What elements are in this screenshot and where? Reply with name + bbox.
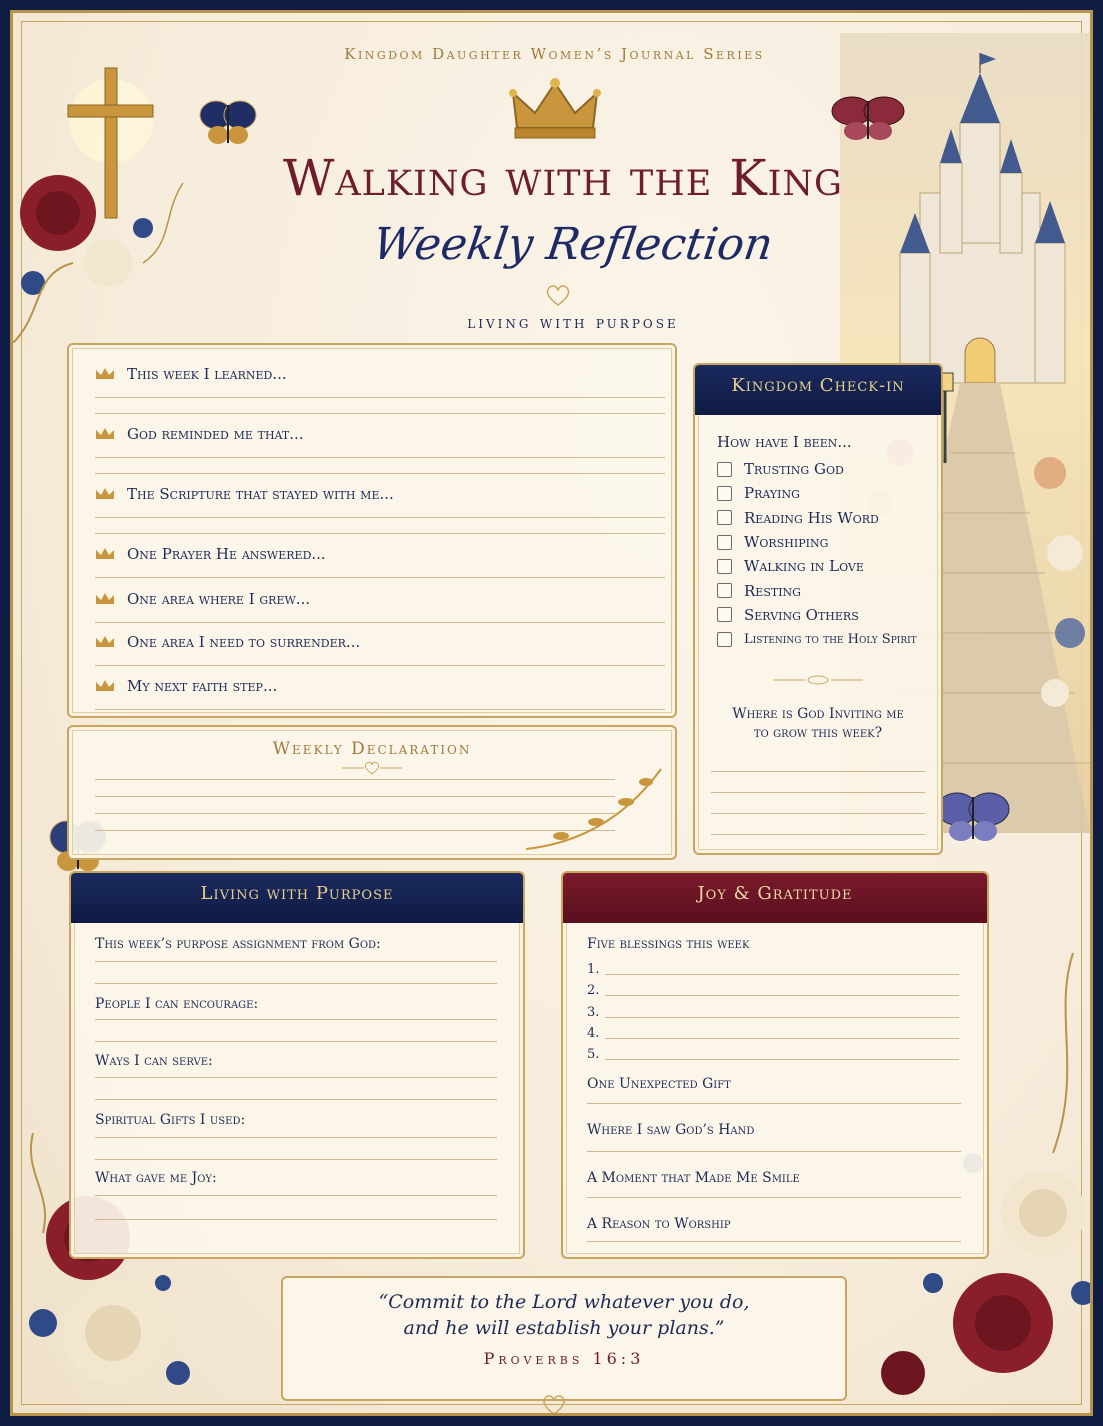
writing-line xyxy=(95,1137,497,1138)
checkin-title: Kingdom Check-in xyxy=(731,375,905,396)
writing-line xyxy=(95,1077,497,1078)
purpose-panel xyxy=(69,871,525,1259)
quote-text: “Commit to the Lord whatever you do, and he will establish your plans.” xyxy=(378,1291,750,1339)
prompt-label: One Prayer He answered... xyxy=(127,545,326,563)
checkin-list xyxy=(717,457,941,651)
crown-bullet-icon xyxy=(95,635,115,649)
checkbox[interactable] xyxy=(717,632,732,647)
prompt-row xyxy=(95,633,665,666)
field-label: Five blessings this week xyxy=(587,936,750,952)
journal-page xyxy=(10,10,1093,1416)
heart-ornament-icon xyxy=(543,283,573,309)
prompt-row xyxy=(95,485,665,534)
checkin-item[interactable]: Trusting God xyxy=(717,457,941,481)
writing-line xyxy=(95,983,497,984)
prompt-label: My next faith step... xyxy=(127,677,278,695)
writing-line xyxy=(711,813,925,814)
writing-line xyxy=(95,1159,497,1160)
writing-line xyxy=(95,1019,497,1020)
field-label: A Reason to Worship xyxy=(587,1216,731,1232)
quote-reference: Proverbs 16:3 xyxy=(483,1349,645,1369)
field-label: This week’s purpose assignment from God: xyxy=(95,936,381,952)
checkin-item[interactable]: Serving Others xyxy=(717,603,941,627)
checkin-item[interactable]: Worshiping xyxy=(717,530,941,554)
declaration-title: Weekly Declaration xyxy=(272,739,472,759)
field-label: Spiritual Gifts I used: xyxy=(95,1112,246,1128)
checkbox[interactable] xyxy=(717,535,732,550)
checkbox[interactable] xyxy=(717,583,732,598)
checkin-item[interactable]: Walking in Love xyxy=(717,554,941,578)
crown-bullet-icon xyxy=(95,679,115,693)
reflection-panel xyxy=(67,343,677,718)
butterfly-icon xyxy=(828,91,908,151)
gratitude-panel xyxy=(561,871,989,1259)
gratitude-title: Joy & Gratitude xyxy=(697,883,853,904)
tagline: living with purpose xyxy=(467,313,679,333)
gratitude-header xyxy=(563,873,987,923)
checkin-item[interactable]: Resting xyxy=(717,578,941,602)
writing-line xyxy=(95,1195,497,1196)
prompt-label: One area I need to surrender... xyxy=(127,633,361,651)
page-subtitle: Weekly Reflection xyxy=(369,219,777,270)
writing-line xyxy=(587,1151,961,1152)
crown-bullet-icon xyxy=(95,367,115,381)
prompt-label: This week I learned... xyxy=(127,365,287,383)
purpose-header xyxy=(71,873,523,923)
checkin-item[interactable]: Reading His Word xyxy=(717,506,941,530)
crown-bullet-icon xyxy=(95,547,115,561)
checkin-item[interactable]: Praying xyxy=(717,481,941,505)
prompt-row xyxy=(95,590,665,623)
writing-line xyxy=(95,1099,497,1100)
field-label: What gave me Joy: xyxy=(95,1170,217,1186)
crown-bullet-icon xyxy=(95,592,115,606)
checkbox[interactable] xyxy=(717,486,732,501)
prompt-row xyxy=(95,365,665,414)
heart-divider-icon xyxy=(342,761,402,775)
field-label: One Unexpected Gift xyxy=(587,1076,731,1092)
page-title: Walking with the King xyxy=(283,149,843,207)
purpose-title: Living with Purpose xyxy=(200,883,394,904)
field-label: People I can encourage: xyxy=(95,996,259,1012)
checkin-question: How have I been... xyxy=(717,433,852,451)
writing-line xyxy=(711,834,925,835)
checkin-panel xyxy=(693,363,943,855)
writing-line xyxy=(587,1197,961,1198)
prompt-label: God reminded me that... xyxy=(127,425,304,443)
prompt-row xyxy=(95,677,665,710)
crown-bullet-icon xyxy=(95,427,115,441)
checkin-header xyxy=(695,365,941,415)
declaration-panel xyxy=(67,725,677,860)
butterfly-icon xyxy=(933,785,1013,855)
writing-line xyxy=(711,771,925,772)
checkbox[interactable] xyxy=(717,607,732,622)
heart-ornament-icon xyxy=(540,1394,568,1416)
crown-bullet-icon xyxy=(95,487,115,501)
checkbox[interactable] xyxy=(717,462,732,477)
butterfly-icon xyxy=(198,93,258,153)
series-title: Kingdom Daughter Women’s Journal Series xyxy=(344,45,765,63)
blessing-list: 1. 2. 3. 4. 5. xyxy=(587,959,959,1065)
field-label: A Moment that Made Me Smile xyxy=(587,1170,800,1186)
writing-line xyxy=(711,792,925,793)
prompt-row xyxy=(95,425,665,474)
checkbox[interactable] xyxy=(717,559,732,574)
scroll-divider-icon xyxy=(773,673,863,687)
writing-line xyxy=(587,1103,961,1104)
field-label: Ways I can serve: xyxy=(95,1053,213,1069)
prompt-label: One area where I grew... xyxy=(127,590,311,608)
checkbox[interactable] xyxy=(717,510,732,525)
invite-question: Where is God Inviting me to grow this week? xyxy=(732,706,904,741)
prompt-row xyxy=(95,545,665,578)
prompt-label: The Scripture that stayed with me... xyxy=(127,485,394,503)
writing-line xyxy=(95,961,497,962)
field-label: Where I saw God’s Hand xyxy=(587,1122,755,1138)
writing-line xyxy=(587,1241,961,1242)
writing-line xyxy=(95,1219,497,1220)
checkin-item[interactable]: Listening to the Holy Spirit xyxy=(717,627,941,651)
scripture-quote xyxy=(281,1276,847,1401)
writing-line xyxy=(95,1041,497,1042)
crown-icon xyxy=(505,73,605,143)
gold-vine-icon xyxy=(521,764,671,854)
